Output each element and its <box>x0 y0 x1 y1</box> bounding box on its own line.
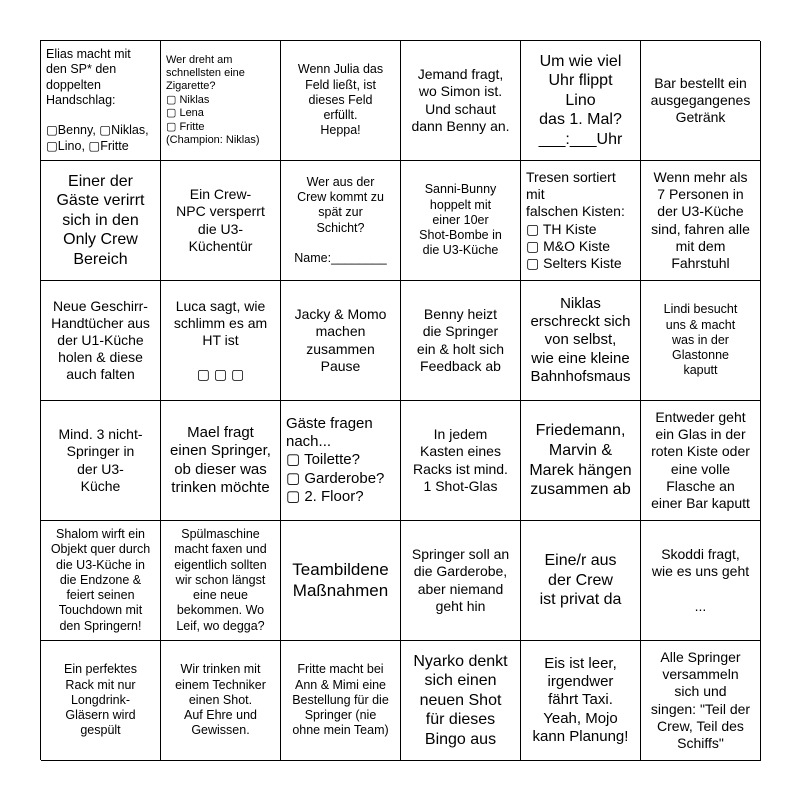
bingo-cell-text: In jedem Kasten eines Racks ist mind. 1 Shot-Glas <box>413 426 508 494</box>
bingo-cell-text: Niklas erschreckt sich von selbst, wie eine kleine Bahnhofsmaus <box>530 294 631 385</box>
bingo-cell-text: Eine/r aus der Crew ist privat da <box>539 552 622 609</box>
bingo-cell[interactable] <box>401 521 521 641</box>
bingo-cell[interactable] <box>41 281 161 401</box>
bingo-cell-text: Tresen sortiert mit falschen Kisten: ▢ TH Kiste ▢ M&O Kiste ▢ Selters Kiste <box>526 169 625 271</box>
bingo-cell-text: Wenn mehr als 7 Personen in der U3-Küche sind, fahren alle mit dem Fahrstuhl <box>651 169 750 271</box>
bingo-cell[interactable] <box>521 281 641 401</box>
bingo-cell[interactable] <box>521 41 641 161</box>
bingo-cell-text: Einer der Gäste verirrt sich in den Only Crew Bereich <box>56 172 145 268</box>
bingo-cell-text: Wer dreht am schnellsten eine Zigarette? ▢ Niklas ▢ Lena ▢ Fritte (Champion: Niklas) <box>166 53 260 147</box>
bingo-cell-text: Mael fragt einen Springer, ob dieser was trinken möchte <box>170 423 271 496</box>
bingo-cell-text: Skoddi fragt, wie es uns geht ... <box>651 546 750 614</box>
bingo-cell[interactable] <box>281 41 401 161</box>
bingo-cell-text: Wenn Julia das Feld ließt, ist dieses Feld erfüllt. Heppa! <box>297 62 384 138</box>
bingo-cell[interactable] <box>521 401 641 521</box>
bingo-cell[interactable] <box>41 401 161 521</box>
bingo-cell[interactable] <box>281 521 401 641</box>
bingo-cell[interactable] <box>281 641 401 761</box>
bingo-cell-text: Ein Crew- NPC versperrt die U3- Küchentür <box>176 186 265 254</box>
bingo-cell-text: Bar bestellt ein ausgegangenes Getränk <box>650 74 751 126</box>
bingo-cell-text: Lindi besucht uns & macht was in der Glastonne kaputt <box>663 302 738 378</box>
bingo-cell-text: Entweder geht ein Glas in der roten Kiste oder eine volle Flasche an einer Bar kaputt <box>651 409 750 511</box>
bingo-cell[interactable] <box>41 521 161 641</box>
bingo-cell-text: Luca sagt, wie schlimm es am HT ist ▢ ▢ ▢ <box>173 297 268 383</box>
bingo-cell[interactable] <box>41 641 161 761</box>
bingo-cell[interactable] <box>521 641 641 761</box>
bingo-cell[interactable] <box>401 41 521 161</box>
bingo-cell[interactable] <box>41 41 161 161</box>
bingo-grid <box>40 40 760 760</box>
bingo-cell[interactable] <box>161 281 281 401</box>
bingo-cell-text: Neue Geschirr- Handtücher aus der U1-Küche holen & diese auch falten <box>51 297 150 383</box>
bingo-cell[interactable] <box>161 41 281 161</box>
bingo-cell[interactable] <box>521 521 641 641</box>
bingo-cell-text: Friedemann, Marvin & Marek hängen zusammen ab <box>529 422 632 499</box>
bingo-cell[interactable] <box>161 161 281 281</box>
bingo-cell-text: Nyarko denkt sich einen neuen Shot für dieses Bingo aus <box>413 652 508 748</box>
bingo-cell[interactable] <box>281 281 401 401</box>
bingo-cell[interactable] <box>401 641 521 761</box>
bingo-cell[interactable] <box>641 521 761 641</box>
bingo-cell[interactable] <box>401 161 521 281</box>
bingo-cell[interactable] <box>401 401 521 521</box>
bingo-cell[interactable] <box>641 281 761 401</box>
bingo-cell[interactable] <box>641 641 761 761</box>
bingo-cell[interactable] <box>41 161 161 281</box>
bingo-cell-text: Teambildene Maßnahmen <box>292 559 389 600</box>
bingo-cell-text: Springer soll an die Garderobe, aber niemand geht hin <box>411 546 510 614</box>
bingo-cell[interactable] <box>161 521 281 641</box>
bingo-cell-text: Ein perfektes Rack mit nur Longdrink- Gläsern wird gespült <box>64 662 137 738</box>
bingo-cell[interactable] <box>161 401 281 521</box>
bingo-cell-text: Spülmaschine macht faxen und eigentlich sollten wir schon längst eine neue bekommen. Wo Leif, wo degga? <box>174 527 267 633</box>
bingo-cell-text: Wer aus der Crew kommt zu spät zur Schicht? Name:________ <box>294 174 387 265</box>
bingo-cell[interactable] <box>161 641 281 761</box>
bingo-cell-text: Um wie viel Uhr flippt Lino das 1. Mal? ___:___Uhr <box>538 52 623 148</box>
bingo-cell-text: Alle Springer versammeln sich und singen: "Teil der Crew, Teil des Schiffs" <box>650 649 751 751</box>
bingo-cell[interactable] <box>641 401 761 521</box>
bingo-cell-text: Sanni-Bunny hoppelt mit einer 10er Shot-Bombe in die U3-Küche <box>419 182 502 258</box>
bingo-cell-text: Shalom wirft ein Objekt quer durch die U3-Küche in die Endzone & feiert seinen Touchdown mit den Springern! <box>50 527 151 633</box>
bingo-cell[interactable] <box>401 281 521 401</box>
bingo-cell[interactable] <box>641 41 761 161</box>
bingo-cell[interactable] <box>281 401 401 521</box>
bingo-cell-text: Jacky & Momo machen zusammen Pause <box>294 306 387 374</box>
bingo-cell-text: Eis ist leer, irgendwer fährt Taxi. Yeah, Mojo kann Planung! <box>532 654 629 745</box>
bingo-cell-text: Benny heizt die Springer ein & holt sich Feedback ab <box>416 306 505 374</box>
bingo-cell-text: Mind. 3 nicht- Springer in der U3- Küche <box>58 426 143 494</box>
bingo-cell-text: Jemand fragt, wo Simon ist. Und schaut dann Benny an. <box>411 66 510 134</box>
bingo-cell[interactable] <box>521 161 641 281</box>
bingo-cell-text: Wir trinken mit einem Techniker einen Shot. Auf Ehre und Gewissen. <box>175 662 266 738</box>
bingo-cell-text: Gäste fragen nach... ▢ Toilette? ▢ Garderobe? ▢ 2. Floor? <box>286 414 385 505</box>
bingo-cell[interactable] <box>281 161 401 281</box>
bingo-cell[interactable] <box>641 161 761 281</box>
bingo-cell-text: Elias macht mit den SP* den doppelten Handschlag: ▢Benny, ▢Niklas, ▢Lino, ▢Fritte <box>46 47 149 153</box>
bingo-cell-text: Fritte macht bei Ann & Mimi eine Bestellung für die Springer (nie ohne mein Team) <box>292 662 389 738</box>
